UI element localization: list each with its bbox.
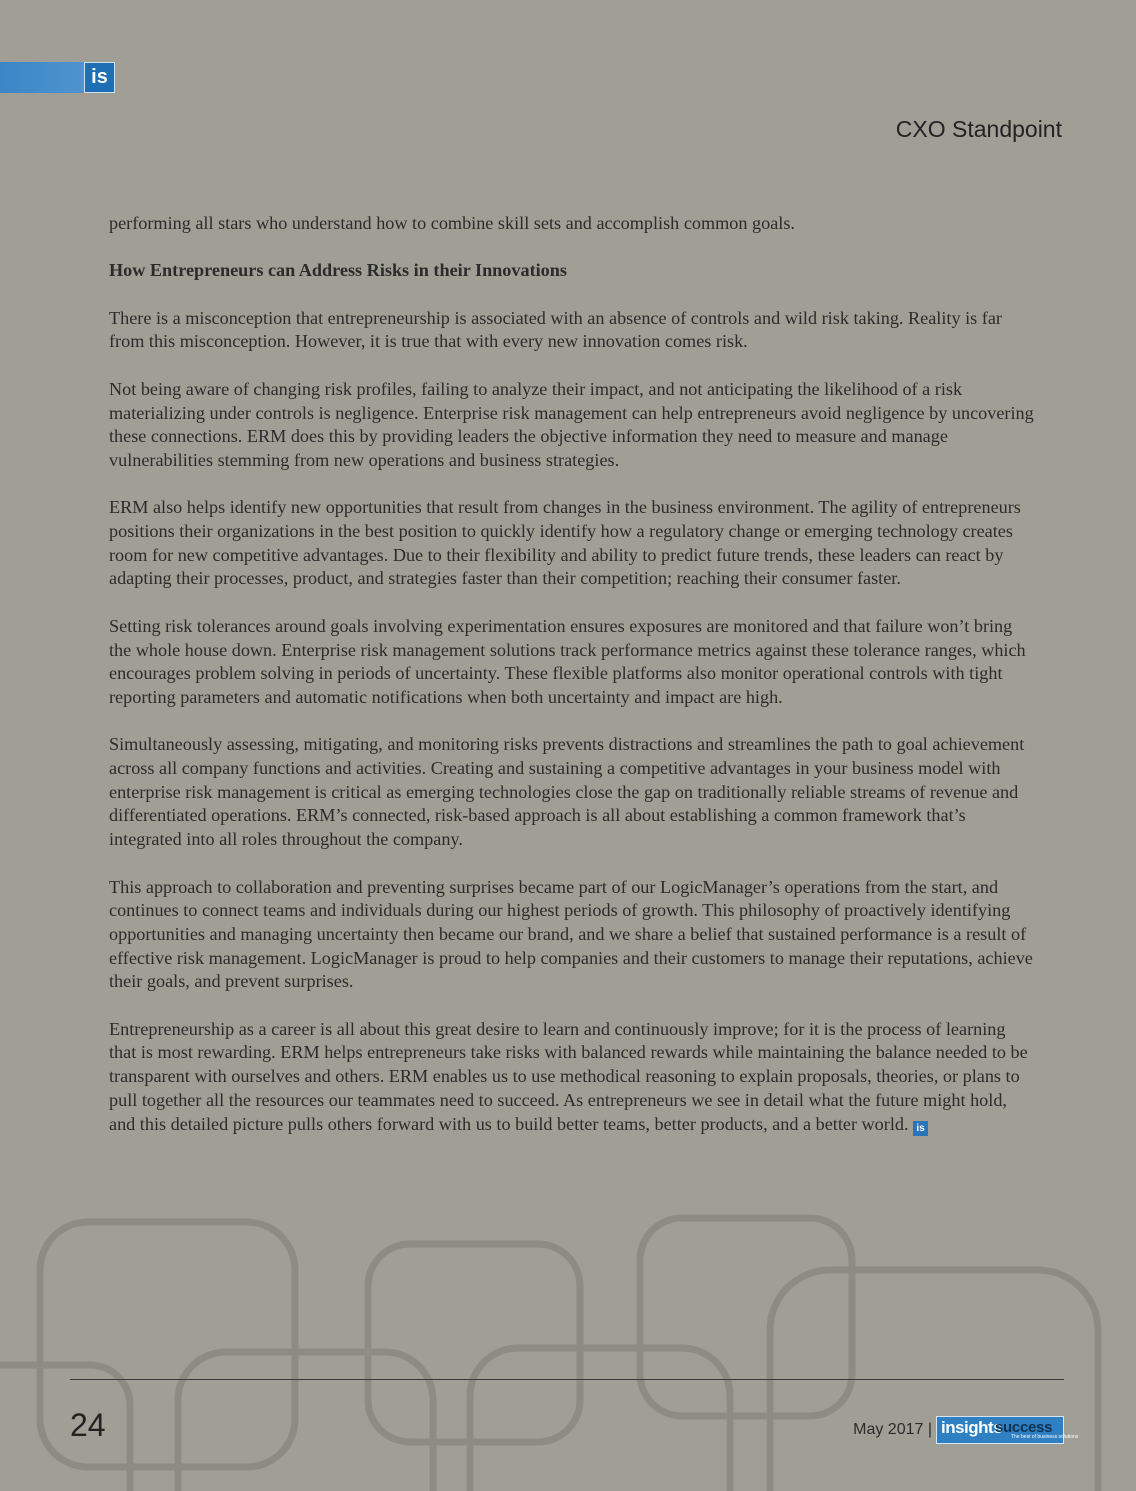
section-title: CXO Standpoint — [895, 116, 1062, 142]
magazine-logo-icon: is — [84, 62, 115, 93]
end-of-article-logo-icon: is — [913, 1121, 928, 1136]
article-paragraph: Setting risk tolerances around goals involving experimentation ensures exposures are monitored and that failure won’t bring the whole house down. Enterprise risk management solutions track performance metrics against these tolerance ranges, which encourages problem solving in periods of uncertainty. These flexible platforms also monitor operational controls with tight reporting parameters and automatic notifications when both uncertainty and impact are high. — [109, 615, 1026, 707]
article-paragraph: ERM also helps identify new opportunities that result from changes in the business environment. The agility of entrepreneurs positions their organizations in the best position to quickly identify how a regulatory change or emerging technology creates room for new competitive advantages. Due to their flexibility and ability to predict future trends, these leaders can react by adapting their processes, product, and strategies faster than their competition; reaching their consumer faster. — [109, 497, 1021, 589]
footer-divider — [70, 1379, 1064, 1380]
article-subheading: How Entrepreneurs can Address Risks in their Innovations — [109, 260, 567, 281]
insights-success-logo — [936, 1416, 1079, 1444]
brand-tagline: The best of business solutions — [1011, 1434, 1079, 1440]
article-paragraph-final — [109, 1018, 1034, 1137]
article-paragraph: There is a misconception that entrepreneurship is associated with an absence of controls and wild risk taking. Reality is far from this misconception. However, it is true that with every new innovation comes risk. — [109, 307, 1002, 352]
brand-success-text: success — [995, 1419, 1053, 1436]
article-paragraph: This approach to collaboration and preventing surprises became part of our LogicManager’s operations from the start, and continues to connect teams and individuals during our highest periods of growth. This philosophy of proactively identifying opportunities and managing uncertainty then became our brand, and we share a belief that sustained performance is a result of effective risk management. LogicManager is proud to help companies and their customers to manage their reputations, achieve their goals, and prevent surprises. — [109, 876, 1033, 992]
issue-date: May 2017 | — [853, 1421, 932, 1438]
page-number: 24 — [70, 1407, 106, 1443]
brand-insights-text: insights — [941, 1418, 1003, 1437]
article-paragraph: performing all stars who understand how to combine skill sets and accomplish common goals. — [109, 213, 795, 233]
article-body — [109, 212, 1034, 1160]
article-paragraph: Not being aware of changing risk profiles, failing to analyze their impact, and not anticipating the likelihood of a risk materializing under controls is negligence. Enterprise risk management can help entrepreneurs avoid negligence by uncovering these connections. ERM does this by providing leaders the objective information they need to measure and manage vulnerabilities stemming from new operations and business strategies. — [109, 378, 1034, 470]
article-paragraph: Simultaneously assessing, mitigating, and monitoring risks prevents distractions and streamlines the path to goal achievement across all company functions and activities. Creating and sustaining a competitive advantages in your business model with enterprise risk management is critical as emerging technologies close the gap on traditionally reliable streams of revenue and differentiated operations. ERM’s connected, risk-based approach is all about establishing a common framework that’s integrated into all roles throughout the company. — [109, 734, 1025, 850]
footer-issue-info — [853, 1416, 1079, 1444]
article-final-text: Entrepreneurship as a career is all about this great desire to learn and continuously improve; for it is the process of learning that is most rewarding. ERM helps entrepreneurs take risks with balanced rewards while maintaining the balance needed to be transparent with ourselves and others. ERM enables us to use methodical reasoning to explain proposals, theories, or plans to pull together all the resources our teammates need to succeed. As entrepreneurs we see in detail what the future might hold, and this detailed picture pulls others forward with us to build better teams, better products, and a better world. — [109, 1018, 1028, 1134]
